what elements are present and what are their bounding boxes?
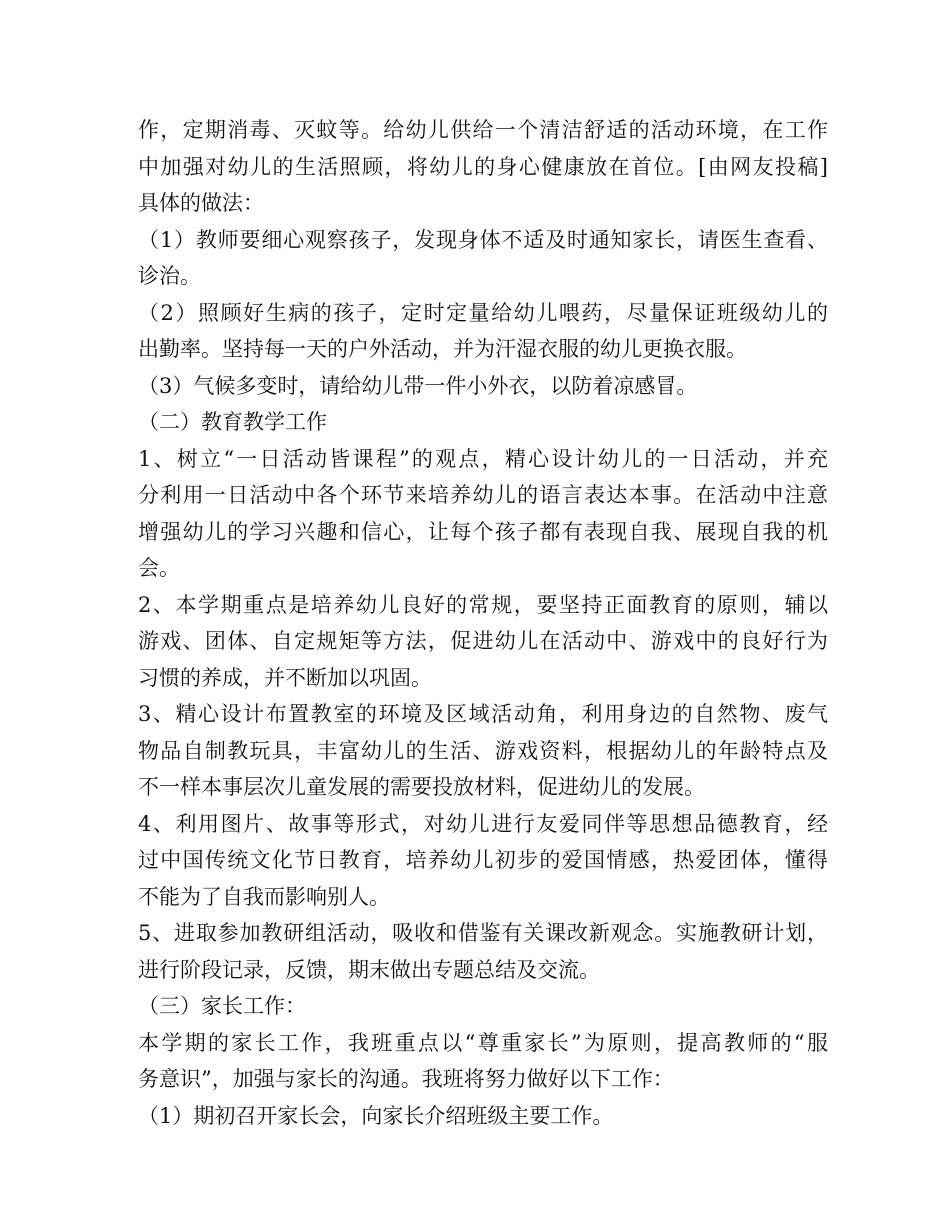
text-line: 中加强对幼儿的生活照顾，将幼儿的身心健康放在首位。[由网友投稿] [138, 154, 828, 179]
document-body [138, 112, 828, 1134]
section-heading: （三）家长工作： [138, 994, 306, 1018]
text-line: （1）教师要细心观察孩子，发现身体不适及时通知家长，请医生查看、 [138, 227, 828, 252]
text-line: 习惯的养成，并不断加以巩固。 [138, 665, 432, 690]
text-line: 4、利用图片、故事等形式，对幼儿进行友爱同伴等思想品德教育，经 [138, 811, 828, 836]
text-line: 2、本学期重点是培养幼儿良好的常规，要坚持正面教育的原则，辅以 [138, 592, 828, 617]
text-line: 过中国传统文化节日教育，培养幼儿初步的爱国情感，热爱团体，懂得 [138, 848, 828, 872]
text-line: 分利用一日活动中各个环节来培养幼儿的语言表达本事。在活动中注意 [138, 483, 828, 507]
text-line: 作，定期消毒、灭蚊等。给幼儿供给一个清洁舒适的活动环境，在工作 [138, 118, 828, 142]
text-line: 不一样本事层次儿童发展的需要投放材料，促进幼儿的发展。 [138, 775, 705, 799]
text-line: 5、进取参加教研组活动，吸收和借鉴有关课改新观念。实施教研计划， [138, 921, 828, 945]
text-line: 增强幼儿的学习兴趣和信心，让每个孩子都有表现自我、展现自我的机 [138, 519, 828, 544]
text-line: 物品自制教玩具，丰富幼儿的生活、游戏资料，根据幼儿的年龄特点及 [138, 738, 828, 763]
text-line: 会。 [138, 556, 180, 580]
text-line: 进行阶段记录，反馈，期末做出专题总结及交流。 [138, 957, 600, 982]
text-line: （2）照顾好生病的孩子，定时定量给幼儿喂药，尽量保证班级幼儿的 [138, 300, 828, 325]
section-heading: （二）教育教学工作 [138, 410, 327, 434]
text-line: 1、树立“一日活动皆课程”的观点，精心设计幼儿的一日活动，并充 [138, 446, 828, 471]
text-line: 3、精心设计布置教室的环境及区域活动角，利用身边的自然物、废气 [138, 702, 828, 726]
text-line: 不能为了自我而影响别人。 [138, 884, 390, 909]
text-line: （3）气候多变时，请给幼儿带一件小外衣，以防着凉感冒。 [138, 373, 698, 398]
text-line: 具体的做法： [138, 191, 264, 215]
text-line: （1）期初召开家长会，向家长介绍班级主要工作。 [138, 1103, 614, 1128]
text-line: 务意识”，加强与家长的沟通。我班将努力做好以下工作： [138, 1067, 674, 1091]
text-line: 出勤率。坚持每一天的户外活动，并为汗湿衣服的幼儿更换衣服。 [138, 337, 747, 361]
text-line: 诊治。 [138, 264, 201, 288]
text-line: 本学期的家长工作，我班重点以“尊重家长”为原则，提高教师的“服 [138, 1030, 828, 1055]
text-line: 游戏、团体、自定规矩等方法，促进幼儿在活动中、游戏中的良好行为 [138, 629, 828, 653]
